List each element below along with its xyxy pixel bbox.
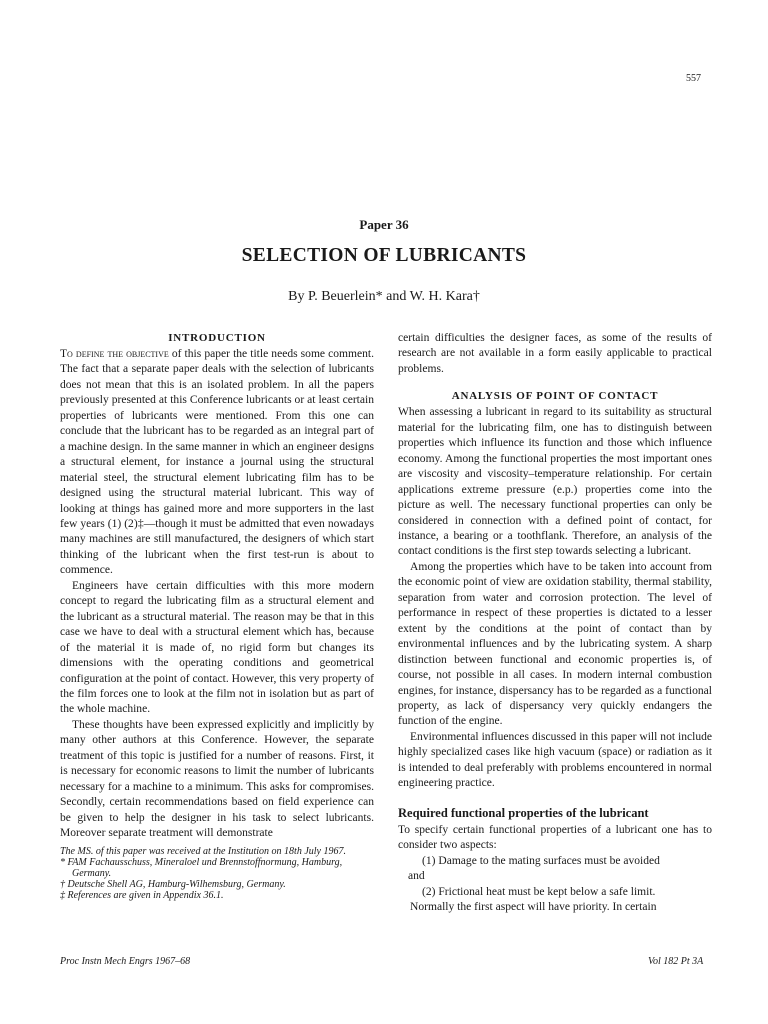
list-item-2: (2) Frictional heat must be kept below a safe limit.	[422, 885, 656, 898]
footnote-author-1: * FAM Fachausschuss, Mineraloel und Brennstoffnormung, Hamburg, Germany.	[60, 856, 343, 879]
analysis-heading: ANALYSIS OF POINT OF CONTACT	[451, 390, 659, 403]
analysis-paragraph-1: When assessing a lubricant in regard to its suitability as structural material for the lubricating film, one has to distinguish between properties which influence its function and those which influence economy. Among the functional properties the most important ones are viscosity and viscosity–temperature relationship. For certain applications extreme pressure (e.p.) properties come into the picture as well. The necessary functional properties can only be considered in connection with a defined point of contact, for instance, a bearing or a toothflank. Therefore, an analysis of the contact conditions is the first step towards selecting a lubricant.	[398, 406, 712, 558]
author-line: By P. Beuerlein* and W. H. Kara†	[288, 289, 480, 304]
list-item-1: (1) Damage to the mating surfaces must be avoided	[422, 854, 660, 867]
page-number: 557	[686, 73, 701, 84]
intro-paragraph-1	[60, 347, 374, 579]
paper-title: SELECTION OF LUBRICANTS	[241, 245, 527, 266]
paper-label: Paper 36	[359, 217, 409, 232]
left-column	[60, 331, 374, 902]
list-conjunction: and	[408, 870, 425, 883]
intro-paragraph-1-text: of this paper the title needs some comment. The fact that a separate paper deals with the selection of lubricants does not mean that this is an isolated problem. In all the papers previously presented at this Conference lubricants or at least certain properties of lubricants were mentioned. From this one can conclude that the lubricant has to be regarded as an integral part of a machine design. In the same manner in which an engineer designs a structural element, for instance a journal using the structural material steel, the structural element lubricating film has to be designed using the structural material lubricant. This way of looking at things has gained more and more supporters in the last few years (1) (2)‡—though it must be admitted that even nowadays many machines are still manufactured, the designers of which start thinking of the lubricant when the first test-run is about to commence.	[60, 348, 375, 577]
footnote-received: The MS. of this paper was received at the Institution on 18th July 1967.	[60, 845, 346, 857]
intro-paragraph-3: These thoughts have been expressed explicitly and implicitly by many other authors at this Conference. However, the separate treatment of this topic is justified for a number of reasons. First, it is necessary for economic reasons to limit the number of lubricants necessary for a machine to a minimum. This asks for compromises. Secondly, certain recommendations based on field experience can be given to help the designer in his task to select lubricants. Moreover separate treatment will demonstrate	[60, 718, 374, 840]
footnotes	[60, 846, 374, 902]
analysis-paragraph-2: Among the properties which have to be taken into account from the economic point of view are oxidation stability, thermal stability, separation from water and corrosion protection. The level of performance in respect of these properties is dictated to a lesser extent by the conditions at the point of contact than by environmental influences and by the lubricating system. A sharp distinction between functional and economic properties is, of course, not possible in all cases. In modern internal combustion engines, for instance, dispersancy has to be regarded as a functional property, as lack of dispersancy very quickly endangers the function of the engine.	[398, 560, 712, 728]
volume-footer: Vol 182 Pt 3A	[648, 956, 704, 967]
functional-paragraph-2: Normally the first aspect will have priority. In certain	[410, 900, 657, 913]
journal-footer: Proc Instn Mech Engrs 1967–68	[60, 956, 191, 967]
introduction-heading: INTRODUCTION	[168, 332, 266, 344]
intro-continuation: certain difficulties the designer faces, as some of the results of research are not available in a form easily applicable to practical problems.	[398, 332, 712, 375]
right-column	[398, 331, 712, 915]
analysis-paragraph-3: Environmental influences discussed in this paper will not include highly specialized cases like high vacuum (space) or radiation as it is intended to deal preferably with problems encountered in normal engineering practice.	[398, 730, 712, 790]
intro-paragraph-2: Engineers have certain difficulties with this more modern concept to regard the lubricating film as a structural element and the lubricant as a structural material. The reason may be that in this case we have to deal with a structural element which has, because of the material it is made of, no rigid form but changes its dimensions with the operating conditions and geometrical configuration at the point of contact. However, this very property of the film forces one to look at the film not in isolation but as part of the whole machine.	[60, 579, 374, 716]
functional-properties-heading: Required functional properties of the lubricant	[398, 805, 649, 820]
functional-paragraph-1: To specify certain functional properties of a lubricant one has to consider two aspects:	[398, 823, 712, 852]
footnote-references: ‡ References are given in Appendix 36.1.	[60, 890, 224, 902]
intro-lead-in: To define the objective	[60, 348, 169, 360]
footnote-author-2: † Deutsche Shell AG, Hamburg-Wilhemsburg, Germany.	[60, 879, 286, 891]
